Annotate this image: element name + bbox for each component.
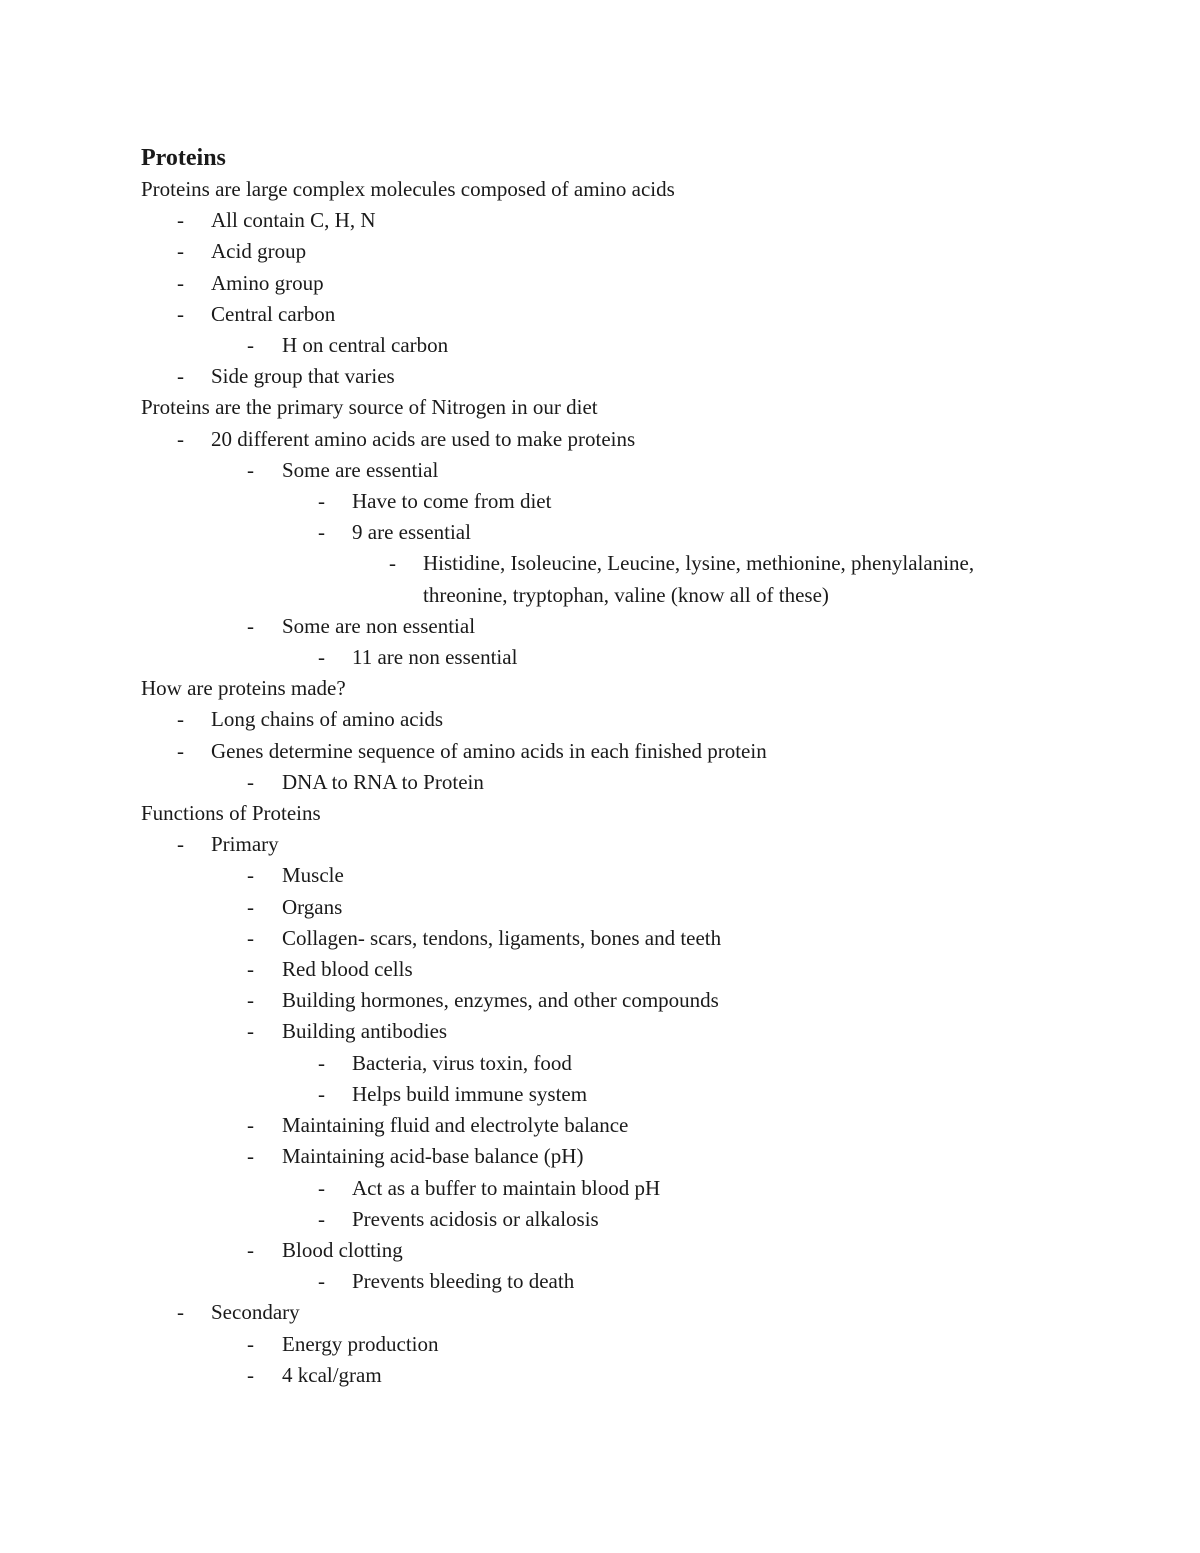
notes-outline [141,174,1101,1391]
bullet-item [141,1297,1101,1328]
item-text: Secondary [211,1300,300,1325]
item-text: Central carbon [211,301,336,326]
bullet-item [141,1048,1101,1079]
bullet-dash: - [177,208,184,233]
bullet-item [141,361,1101,392]
item-text: Energy production [282,1331,439,1356]
bullet-dash: - [247,925,254,950]
bullet-dash: - [247,457,254,482]
bullet-item [141,1016,1101,1047]
item-text: Muscle [282,863,344,888]
bullet-dash: - [318,1081,325,1106]
bullet-item [141,829,1101,860]
item-text: Building antibodies [282,1019,448,1044]
bullet-item [141,1235,1101,1266]
bullet-dash: - [177,832,184,857]
bullet-dash: - [318,1269,325,1294]
bullet-dash: - [318,1206,325,1231]
bullet-dash: - [247,957,254,982]
item-text: Some are non essential [282,613,476,638]
section-heading [141,392,1101,423]
item-text: Some are essential [282,457,439,482]
item-text: Prevents bleeding to death [352,1269,575,1294]
item-text: All contain C, H, N [211,208,376,233]
item-text: Building hormones, enzymes, and other compounds [282,988,719,1013]
item-text: How are proteins made? [141,676,346,701]
item-text: Histidine, Isoleucine, Leucine, lysine, methionine, phenylalanine, threonine, tryptophan, valine (know all of these) [423,551,975,607]
bullet-dash: - [318,1175,325,1200]
document-title: Proteins [141,145,226,171]
bullet-item [141,1266,1101,1297]
item-text: 11 are non essential [352,645,518,670]
bullet-item [141,860,1101,891]
item-text: Collagen- scars, tendons, ligaments, bones and teeth [282,925,722,950]
bullet-dash: - [247,1362,254,1387]
bullet-item [141,954,1101,985]
bullet-dash: - [247,1113,254,1138]
item-text: Prevents acidosis or alkalosis [352,1206,599,1231]
bullet-dash: - [247,1331,254,1356]
bullet-item [141,767,1101,798]
bullet-item [141,424,1101,455]
bullet-item [141,892,1101,923]
item-text: Genes determine sequence of amino acids in each finished protein [211,738,767,763]
bullet-dash: - [318,489,325,514]
bullet-item [141,205,1101,236]
bullet-item [141,985,1101,1016]
item-text: Amino group [211,270,324,295]
bullet-dash: - [177,738,184,763]
bullet-dash: - [247,333,254,358]
bullet-dash: - [177,364,184,389]
bullet-dash: - [247,769,254,794]
section-heading [141,798,1101,829]
item-text: Red blood cells [282,957,413,982]
item-text: 9 are essential [352,520,471,545]
bullet-dash: - [177,707,184,732]
bullet-dash: - [247,1144,254,1169]
section-heading [141,174,1101,205]
bullet-item [141,548,1063,610]
item-text: Maintaining acid-base balance (pH) [282,1144,584,1169]
bullet-dash: - [177,239,184,264]
bullet-dash: - [318,645,325,670]
bullet-item [141,1360,1101,1391]
bullet-item [141,268,1101,299]
section-heading [141,673,1101,704]
bullet-dash: - [389,551,396,576]
item-text: DNA to RNA to Protein [282,769,484,794]
bullet-dash: - [177,1300,184,1325]
item-text: Side group that varies [211,364,395,389]
document-page [141,142,1101,1391]
bullet-item [141,455,1101,486]
bullet-dash: - [247,863,254,888]
bullet-item [141,486,1101,517]
bullet-dash: - [177,270,184,295]
bullet-item [141,1204,1101,1235]
bullet-item [141,517,1101,548]
bullet-item [141,642,1101,673]
item-text: Act as a buffer to maintain blood pH [352,1175,661,1200]
bullet-item [141,1329,1101,1360]
item-text: 20 different amino acids are used to make proteins [211,426,636,451]
item-text: Proteins are large complex molecules composed of amino acids [141,177,675,201]
bullet-dash: - [318,520,325,545]
item-text: Long chains of amino acids [211,707,444,732]
bullet-item [141,236,1101,267]
bullet-item [141,736,1101,767]
item-text: Acid group [211,239,307,264]
bullet-item [141,1079,1101,1110]
bullet-dash: - [177,301,184,326]
bullet-dash: - [318,1050,325,1075]
bullet-dash: - [247,894,254,919]
item-text: 4 kcal/gram [282,1362,382,1387]
bullet-item [141,299,1101,330]
item-text: Bacteria, virus toxin, food [352,1050,572,1075]
bullet-item [141,330,1101,361]
item-text: Maintaining fluid and electrolyte balance [282,1113,629,1138]
bullet-item [141,923,1101,954]
bullet-item [141,1110,1101,1141]
bullet-item [141,611,1101,642]
bullet-item [141,1141,1101,1172]
bullet-item [141,704,1101,735]
item-text: Primary [211,832,279,857]
item-text: Have to come from diet [352,489,552,514]
item-text: Blood clotting [282,1237,403,1262]
item-text: Organs [282,894,343,919]
item-text: Helps build immune system [352,1081,588,1106]
bullet-dash: - [177,426,184,451]
bullet-dash: - [247,988,254,1013]
bullet-item [141,1173,1101,1204]
bullet-dash: - [247,1237,254,1262]
item-text: Functions of Proteins [141,801,321,826]
item-text: Proteins are the primary source of Nitrogen in our diet [141,395,598,420]
bullet-dash: - [247,1019,254,1044]
item-text: H on central carbon [282,333,449,358]
bullet-dash: - [247,613,254,638]
